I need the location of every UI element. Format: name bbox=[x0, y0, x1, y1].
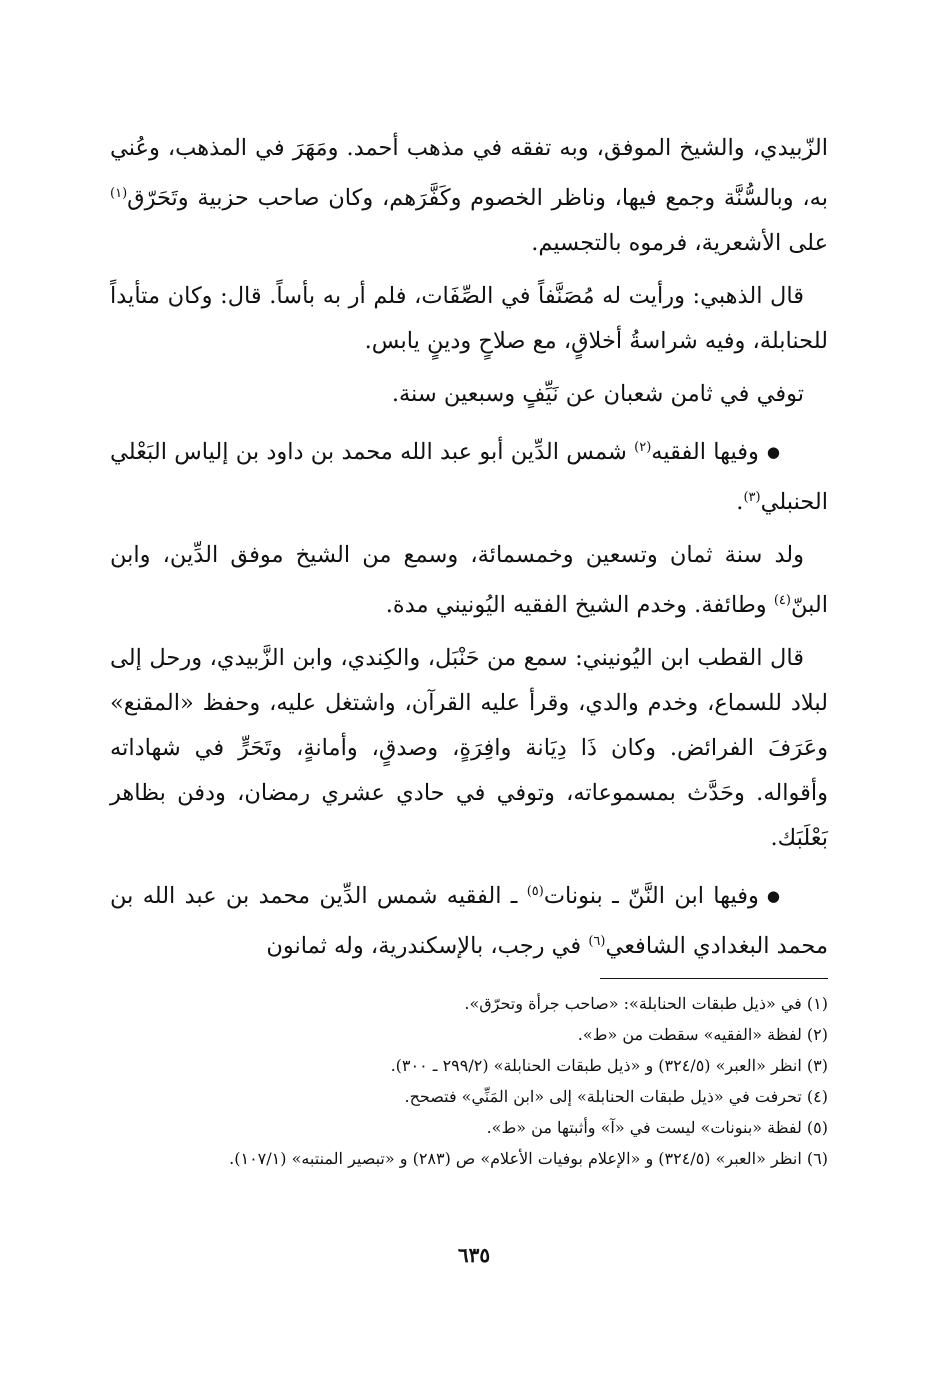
paragraph-1-text: الزّبيدي، والشيخ الموفق، وبه تفقه في مذهب أحمد. ومَهَرَ في المذهب، وعُني به، وبالسُّنَّة وجمع فيها، وناظر الخصوم وكَفَّرَهم، وكان صاحب حزبية وتَحَرّق bbox=[110, 135, 828, 211]
paragraph-2-text: قال الذهبي: ورأيت له مُصَنَّفاً في الصِّفَات، فلم أر به بأساً. قال: وكان متأيداً للحنابلة، وفيه شراسةُ أخلاقٍ، مع صلاحٍ ودينٍ يابس. bbox=[110, 283, 828, 354]
footnote-ref-2[interactable]: (٢) bbox=[634, 440, 652, 455]
footnote-4: (٤) تحرفت في «ذيل طبقات الحنابلة» إلى «ابن المَنِّي» فتصحح. bbox=[404, 1087, 828, 1106]
paragraph-7 bbox=[110, 869, 828, 969]
paragraph-7-tail2: في رجب، بالإسكندرية، وله ثمانون bbox=[266, 933, 589, 959]
bullet-icon: ● bbox=[766, 443, 780, 461]
paragraph-6 bbox=[110, 636, 828, 861]
footnote-3: (٣) انظر «العبر» (٣٢٤/٥) و «ذيل طبقات الحنابلة» (٢٩٩/٢ ـ ٣٠٠). bbox=[390, 1056, 828, 1075]
paragraph-7-tail: ـ الفقيه شمس الدِّين محمد بن عبد الله بن محمد البغدادي الشافعي bbox=[110, 883, 828, 959]
paragraph-6-text: قال القطب ابن اليُونيني: سمع من حَنْبَل، والكِندي، وابن الزَّبيدي، ورحل إلى لبلاد للسماع، وخدم والدي، وقرأ عليه القرآن، واشتغل عليه، وحفظ «المقنع» وعَرَفَ الفرائض. وكان ذَا دِيَانة وافِرَةٍ، وصدقٍ، وأمانةٍ، وتَحَرٍّ في شهاداته وأقواله. وحَدَّث بمسموعاته، وتوفي في حادي عشري رمضان، ودفن بظاهر بَعْلَبَك. bbox=[110, 645, 828, 851]
footnote-1: (١) في «ذيل طبقات الحنابلة»: «صاحب جرأة وتحرّق». bbox=[464, 994, 828, 1013]
paragraph-3 bbox=[110, 372, 828, 417]
paragraph-1 bbox=[110, 126, 828, 266]
bullet-icon: ● bbox=[766, 887, 780, 905]
footnote-6: (٦) انظر «العبر» (٣٢٤/٥) و «الإعلام بوفيات الأعلام» ص (٢٨٣) و «تبصير المنتبه» (١٠٧/١). bbox=[229, 1149, 828, 1168]
paragraph-4 bbox=[110, 425, 828, 525]
paragraph-1-tail: على الأشعرية، فرموه بالتجسيم. bbox=[531, 230, 828, 256]
paragraph-5-text: ولد سنة ثمان وتسعين وخمسمائة، وسمع من الشيخ موفق الدِّين، وابن البنّ bbox=[110, 542, 828, 618]
main-text bbox=[110, 126, 828, 977]
footnotes bbox=[110, 988, 828, 1174]
paragraph-4-tail: شمس الدِّين أبو عبد الله محمد بن داود بن إلياس البَعْلي الحنبلي bbox=[110, 439, 828, 515]
footnote-2: (٢) لفظة «الفقيه» سقطت من «ط». bbox=[577, 1025, 828, 1044]
page-number: ٦٣٥ bbox=[457, 1243, 491, 1267]
footnote-divider bbox=[600, 978, 828, 979]
footnote-ref-4[interactable]: (٤) bbox=[773, 593, 791, 608]
paragraph-5 bbox=[110, 533, 828, 628]
footnote-ref-5[interactable]: (٥) bbox=[526, 884, 544, 899]
paragraph-7-text: وفيها ابن النَّنّ ـ بنونات bbox=[543, 883, 759, 909]
paragraph-3-text: توفي في ثامن شعبان عن نَيِّفٍ وسبعين سنة. bbox=[391, 381, 804, 407]
footnote-ref-1[interactable]: (١) bbox=[110, 186, 128, 201]
footnote-5: (٥) لفظة «بنونات» ليست في «آ» وأثبتها من «ط». bbox=[486, 1118, 828, 1137]
paragraph-4-text: وفيها الفقيه bbox=[651, 439, 759, 465]
paragraph-2 bbox=[110, 274, 828, 364]
footnote-ref-3[interactable]: (٣) bbox=[743, 490, 761, 505]
footnote-ref-6[interactable]: (٦) bbox=[588, 934, 606, 949]
paragraph-5-tail: وطائفة. وخدم الشيخ الفقيه اليُونيني مدة. bbox=[385, 592, 774, 618]
paragraph-4-tail2: . bbox=[736, 489, 744, 515]
